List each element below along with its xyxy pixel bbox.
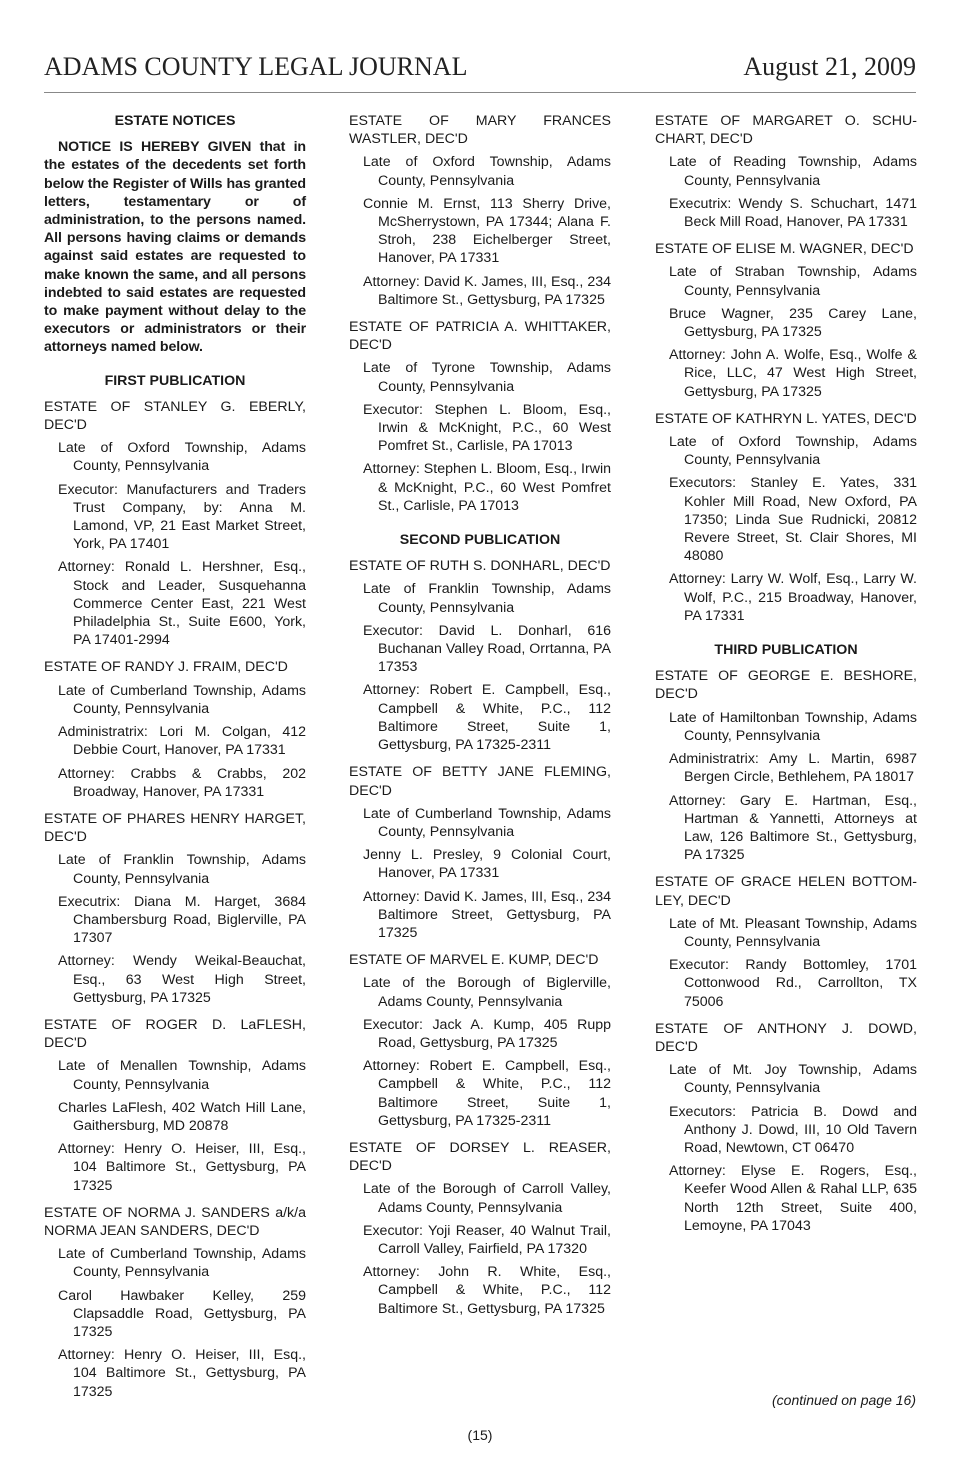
estate-title: ESTATE OF MARGARET O. SCHU-CHART, DEC'D <box>655 113 917 148</box>
estate-title: ESTATE OF MARVEL E. KUMP, DEC'D <box>349 952 599 969</box>
estate-title: ESTATE OF PATRICIA A. WHITTAKER, DEC'D <box>349 319 611 354</box>
estate-title: ESTATE OF PHARES HENRY HARGET, DEC'D <box>44 810 306 846</box>
estate-title: ESTATE OF STANLEY G. EBERLY, DEC'D <box>44 398 306 434</box>
estate-detail: Bruce Wagner, 235 Carey Lane, Gettysburg, PA 17325 <box>669 305 917 341</box>
column-1-body <box>44 372 306 1401</box>
estate-detail: Late of Hamiltonban Township, Adams County, Pennsylvania <box>669 709 917 744</box>
estate-detail: Attorney: Larry W. Wolf, Esq., Larry W. Wolf, P.C., 215 Broadway, Hanover, PA 17331 <box>669 571 917 624</box>
estate-detail: Executor: David L. Donharl, 616 Buchanan Valley Road, Orrtanna, PA 17353 <box>363 622 611 676</box>
estate-title: ESTATE OF NORMA J. SANDERS a/k/a NORMA JEAN SANDERS, DEC'D <box>44 1204 306 1239</box>
estate-detail: Attorney: Crabbs & Crabbs, 202 Broadway, Hanover, PA 17331 <box>58 765 306 800</box>
estate-detail: Late of Mt. Pleasant Township, Adams County, Pennsylvania <box>669 915 917 950</box>
estate-detail: Attorney: Robert E. Campbell, Esq., Campbell & White, P.C., 112 Baltimore Street, Suite 1, Gettysburg, PA 17325-2311 <box>363 682 611 754</box>
estate-detail: Executor: Manufacturers and Traders Trust Company, by: Anna M. Lamond, VP, 21 East Market Street, York, PA 17401 <box>58 481 306 553</box>
estate-notice <box>655 112 917 231</box>
estate-detail: Administratrix: Lori M. Colgan, 412 Debbie Court, Hanover, PA 17331 <box>58 724 306 759</box>
estate-notice <box>349 951 611 1130</box>
estate-title: ESTATE OF KATHRYN L. YATES, DEC'D <box>655 410 917 427</box>
estate-notice <box>44 658 306 800</box>
estate-detail: Late of Franklin Township, Adams County, Pennsylvania <box>58 852 306 887</box>
estate-notice <box>349 557 611 754</box>
estate-detail: Executor: Randy Bottomley, 1701 Cottonwood Rd., Carrollton, TX 75006 <box>669 957 917 1010</box>
estate-detail: Attorney: Wendy Weikal-Beauchat, Esq., 63 West High Street, Gettysburg, PA 17325 <box>58 953 306 1006</box>
column-1 <box>44 112 306 1410</box>
estate-detail: Late of Cumberland Township, Adams County, Pennsylvania <box>363 805 611 840</box>
journal-title: ADAMS COUNTY LEGAL JOURNAL <box>44 52 468 81</box>
estate-detail: Attorney: Henry O. Heiser, III, Esq., 104 Baltimore St., Gettysburg, PA 17325 <box>58 1141 306 1194</box>
estate-detail: Late of Oxford Township, Adams County, Pennsylvania <box>363 154 611 189</box>
estate-detail: Executor: Stephen L. Bloom, Esq., Irwin & McKnight, P.C., 60 West Pomfret St., Carlisle, PA 17013 <box>363 401 611 455</box>
estate-detail: Administratrix: Amy L. Martin, 6987 Bergen Circle, Bethlehem, PA 18017 <box>669 751 917 786</box>
estate-detail: Attorney: John A. Wolfe, Esq., Wolfe & Rice, LLC, 47 West High Street, Gettysburg, PA 17325 <box>669 347 917 400</box>
estate-notice <box>655 410 917 625</box>
estate-detail: Attorney: Stephen L. Bloom, Esq., Irwin & McKnight, P.C., 60 West Pomfret St., Carlisle, PA 17013 <box>363 461 611 514</box>
estate-notices-heading: ESTATE NOTICES <box>114 113 236 129</box>
page-number: (15) <box>467 1427 493 1443</box>
notice-intro: NOTICE IS HEREBY GIVEN that in the estates of the decedents set forth below the Register of Wills has granted letters, testamentary or of administration, to the persons named. All persons having claims or demands against said estates are requested to make known the same, and all persons indebted to said estates are requested to make payment without delay to the executors or administrators or their attorneys named below. <box>44 139 306 356</box>
estate-detail: Carol Hawbaker Kelley, 259 Clapsaddle Road, Gettysburg, PA 17325 <box>58 1287 306 1340</box>
estate-notice <box>655 240 917 401</box>
estate-title: ESTATE OF GRACE HELEN BOTTOM-LEY, DEC'D <box>655 874 917 909</box>
estate-detail: Attorney: Ronald L. Hershner, Esq., Stock and Leader, Susquehanna Commerce Center East, 221 West Philadelphia St., Suite E600, York, PA 17401-2994 <box>58 559 306 649</box>
estate-detail: Attorney: David K. James, III, Esq., 234 Baltimore St., Gettysburg, PA 17325 <box>363 273 611 308</box>
estate-title: ESTATE OF MARY FRANCES WASTLER, DEC'D <box>349 113 611 148</box>
publication-heading: FIRST PUBLICATION <box>104 372 246 389</box>
estate-detail: Attorney: John R. White, Esq., Campbell & White, P.C., 112 Baltimore St., Gettysburg, PA 17325 <box>363 1264 611 1317</box>
estate-title: ESTATE OF RANDY J. FRAIM, DEC'D <box>44 659 288 676</box>
column-2-body <box>349 112 611 1318</box>
estate-detail: Late of Cumberland Township, Adams County, Pennsylvania <box>58 1246 306 1281</box>
estate-notice <box>44 1016 306 1195</box>
estate-notice <box>349 763 611 942</box>
estate-detail: Attorney: Elyse E. Rogers, Esq., Keefer Wood Allen & Rahal LLP, 635 North 12th Street, Suite 400, Lemoyne, PA 17043 <box>669 1163 917 1234</box>
estate-detail: Executors: Patricia B. Dowd and Anthony J. Dowd, III, 10 Old Tavern Road, Newtown, CT 06470 <box>669 1103 917 1156</box>
estate-detail: Late of the Borough of Biglerville, Adams County, Pennsylvania <box>363 975 611 1010</box>
publication-heading: THIRD PUBLICATION <box>714 642 858 659</box>
masthead <box>44 52 916 93</box>
estate-title: ESTATE OF GEORGE E. BESHORE, DEC'D <box>655 668 917 703</box>
estate-notice <box>44 810 306 1007</box>
estate-title: ESTATE OF ELISE M. WAGNER, DEC'D <box>655 241 914 258</box>
issue-date: August 21, 2009 <box>743 52 916 81</box>
estate-detail: Attorney: Henry O. Heiser, III, Esq., 104 Baltimore St., Gettysburg, PA 17325 <box>58 1347 306 1400</box>
estate-detail: Attorney: Robert E. Campbell, Esq., Campbell & White, P.C., 112 Baltimore Street, Suite 1, Gettysburg, PA 17325-2311 <box>363 1058 611 1129</box>
estate-detail: Executor: Yoji Reaser, 40 Walnut Trail, Carroll Valley, Fairfield, PA 17320 <box>363 1222 611 1257</box>
estate-detail: Executors: Stanley E. Yates, 331 Kohler Mill Road, New Oxford, PA 17350; Linda Sue Rudnicki, 20812 Revere Street, St. Clair Shores, MI 48080 <box>669 475 917 565</box>
estate-detail: Late of Oxford Township, Adams County, Pennsylvania <box>58 440 306 475</box>
estate-title: ESTATE OF ROGER D. LaFLESH, DEC'D <box>44 1016 306 1052</box>
estate-title: ESTATE OF DORSEY L. REASER, DEC'D <box>349 1139 611 1175</box>
estate-detail: Late of Franklin Township, Adams County, Pennsylvania <box>363 581 611 616</box>
estate-detail: Late of Cumberland Township, Adams County, Pennsylvania <box>58 682 306 717</box>
estate-detail: Late of Tyrone Township, Adams County, Pennsylvania <box>363 360 611 395</box>
estate-notice <box>349 112 611 309</box>
estate-notice <box>44 398 306 650</box>
continued-note: (continued on page 16) <box>772 1392 916 1408</box>
estate-notice <box>655 667 917 864</box>
estate-detail: Late of Reading Township, Adams County, Pennsylvania <box>669 154 917 189</box>
estate-notice <box>349 1139 611 1318</box>
estate-title: ESTATE OF ANTHONY J. DOWD, DEC'D <box>655 1020 917 1055</box>
publication-heading: SECOND PUBLICATION <box>399 532 561 549</box>
estate-detail: Late of Straban Township, Adams County, Pennsylvania <box>669 264 917 299</box>
column-3-body <box>655 112 917 1235</box>
estate-detail: Attorney: David K. James, III, Esq., 234 Baltimore Street, Gettysburg, PA 17325 <box>363 888 611 941</box>
estate-detail: Executrix: Diana M. Harget, 3684 Chambersburg Road, Biglerville, PA 17307 <box>58 893 306 947</box>
column-2 <box>349 112 611 1327</box>
estate-title: ESTATE OF BETTY JANE FLEMING, DEC'D <box>349 764 611 799</box>
estate-notice <box>655 873 917 1010</box>
estate-detail: Late of Mt. Joy Township, Adams County, Pennsylvania <box>669 1062 917 1097</box>
estate-detail: Connie M. Ernst, 113 Sherry Drive, McSherrystown, PA 17344; Alana F. Stroh, 238 Eichelberger Street, Hanover, PA 17331 <box>363 195 611 267</box>
estate-detail: Attorney: Gary E. Hartman, Esq., Hartman & Yannetti, Attorneys at Law, 126 Baltimore St., Gettysburg, PA 17325 <box>669 792 917 864</box>
estate-detail: Jenny L. Presley, 9 Colonial Court, Hanover, PA 17331 <box>363 847 611 882</box>
estate-detail: Late of Oxford Township, Adams County, Pennsylvania <box>669 434 917 469</box>
estate-title: ESTATE OF RUTH S. DONHARL, DEC'D <box>349 558 611 575</box>
estate-detail: Executor: Jack A. Kump, 405 Rupp Road, Gettysburg, PA 17325 <box>363 1016 611 1051</box>
estate-detail: Executrix: Wendy S. Schuchart, 1471 Beck Mill Road, Hanover, PA 17331 <box>669 195 917 231</box>
estate-detail: Late of the Borough of Carroll Valley, Adams County, Pennsylvania <box>363 1181 611 1216</box>
estate-detail: Late of Menallen Township, Adams County, Pennsylvania <box>58 1058 306 1093</box>
estate-notice <box>44 1204 306 1401</box>
column-3 <box>655 112 917 1244</box>
estate-detail: Charles LaFlesh, 402 Watch Hill Lane, Gaithersburg, MD 20878 <box>58 1099 306 1134</box>
estate-notice <box>349 318 611 515</box>
estate-notice <box>655 1020 917 1235</box>
